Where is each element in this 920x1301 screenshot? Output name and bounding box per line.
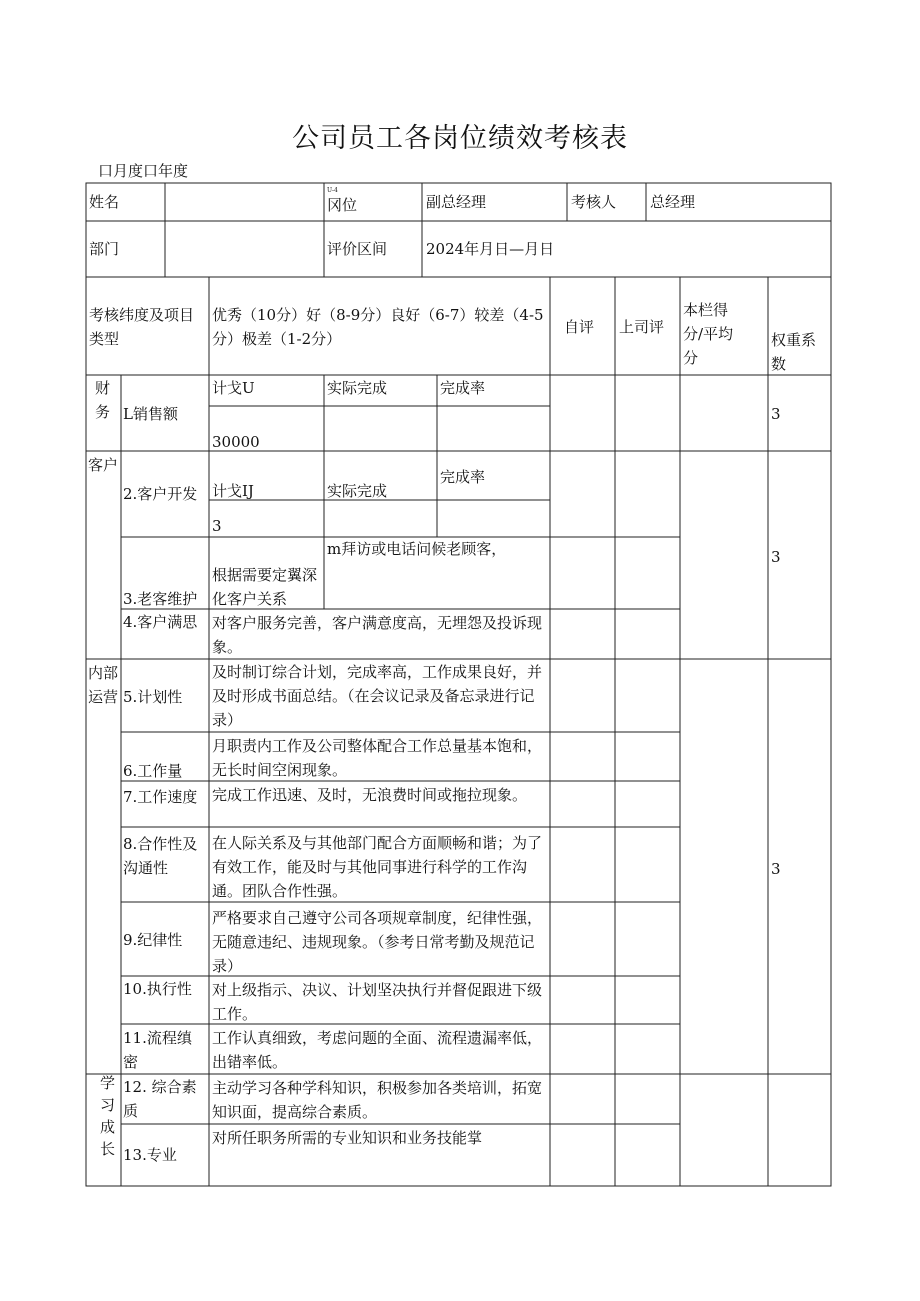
self-eval-header: 自评 xyxy=(564,318,595,336)
process-text: 工作认真细致，考虑问题的全面、流程遗漏率低，出错率低。 xyxy=(212,1029,543,1071)
sales-plan-label: 计戈U xyxy=(212,379,255,397)
name-label: 姓名 xyxy=(89,193,120,211)
page-title: 公司员工各岗位绩效考核表 xyxy=(292,123,628,154)
dev-rate-label: 完成率 xyxy=(440,468,486,486)
satisfaction-text: 对客户服务完善，客户满意度高，无埋怨及投诉现象。 xyxy=(212,614,543,656)
discipline-text: 严格要求自己遵守公司各项规章制度，纪律性强，无随意违纪、违规现象。（参考日常考勤及规范记录） xyxy=(212,909,543,975)
item-professional: 13.专业 xyxy=(123,1146,177,1164)
dept-label: 部门 xyxy=(89,240,120,258)
cooperation-text: 在人际关系及与其他部门配合方面顺畅和谐；为了有效工作，能及时与其他同事进行科学的工作沟通。团队合作性强。 xyxy=(212,834,543,900)
section-learning: 学习成长 xyxy=(100,1074,116,1158)
dev-actual-label: 实际完成 xyxy=(327,482,388,500)
dev-plan-value: 3 xyxy=(212,517,222,535)
section-customer: 客户 xyxy=(88,456,119,474)
quality-text: 主动学习各种学科知识，积极参加各类培训，拓宽知识面，提高综合素质。 xyxy=(212,1079,543,1121)
professional-text: 对所任职务所需的专业知识和业务技能掌 xyxy=(212,1129,483,1147)
workload-text: 月职责内工作及公司整体配合工作总量基本饱和，无长时间空闲现象。 xyxy=(212,737,543,779)
old-customer-text-b: 根据需要定翼深化客户关系 xyxy=(212,566,318,608)
sales-rate-label: 完成率 xyxy=(440,379,486,397)
item-process: 11.流程缜密 xyxy=(123,1029,192,1071)
item-execution: 10.执行性 xyxy=(123,980,192,998)
scale-header: 优秀（10分）好（8-9分）良好（6-7）较差（4-5分）极差（1-2分） xyxy=(212,306,544,348)
item-work-speed: 7.工作速度 xyxy=(123,788,198,806)
item-satisfaction: 4.客户满思 xyxy=(123,613,198,631)
position-label: 冈位 xyxy=(327,196,358,214)
item-customer-dev: 2.客户开发 xyxy=(123,485,198,503)
assessor-value: 总经理 xyxy=(650,193,696,211)
period-selector: 口月度口年度 xyxy=(98,162,189,180)
position-small-mark: U-4 xyxy=(327,187,338,194)
item-discipline: 9.纪律性 xyxy=(123,931,183,949)
dev-plan-label: 计戈IJ xyxy=(212,482,254,500)
planning-text: 及时制订综合计划，完成率高，工作成果良好，并及时形成书面总结。（在会议记录及备忘录进行记录） xyxy=(212,663,543,729)
weight-finance: 3 xyxy=(771,405,781,423)
item-old-customer: 3.老客维护 xyxy=(123,590,198,608)
position-value: 副总经理 xyxy=(426,193,487,211)
assessor-label: 考核人 xyxy=(571,193,617,211)
dimension-header: 考核纬度及项目类型 xyxy=(89,306,195,348)
weight-customer: 3 xyxy=(771,548,781,566)
work-speed-text: 完成工作迅速、及时，无浪费时间或拖拉现象。 xyxy=(212,786,528,804)
execution-text: 对上级指示、决议、计划坚决执行并督促跟进下级工作。 xyxy=(212,981,543,1023)
item-quality: 12. 综合素质 xyxy=(123,1078,197,1120)
item-sales: L销售额 xyxy=(123,405,178,423)
sales-plan-value: 30000 xyxy=(212,433,260,451)
superior-eval-header: 上司评 xyxy=(619,318,665,336)
item-workload: 6.工作量 xyxy=(123,762,183,780)
old-customer-text-a: m拜访或电话问候老顾客， xyxy=(327,540,507,558)
section-operations: 内部运营 xyxy=(88,664,119,706)
item-planning: 5.计划性 xyxy=(123,688,183,706)
score-header: 本栏得分/平均分 xyxy=(683,301,734,367)
range-label: 评价区间 xyxy=(327,240,388,258)
item-cooperation: 8.合作性及沟通性 xyxy=(123,835,198,877)
weight-header: 权重系数 xyxy=(771,331,817,373)
section-finance: 财务 xyxy=(95,379,111,421)
sales-actual-label: 实际完成 xyxy=(327,379,388,397)
range-value: 2024年月日—月日 xyxy=(426,240,555,258)
weight-operations: 3 xyxy=(771,860,781,878)
